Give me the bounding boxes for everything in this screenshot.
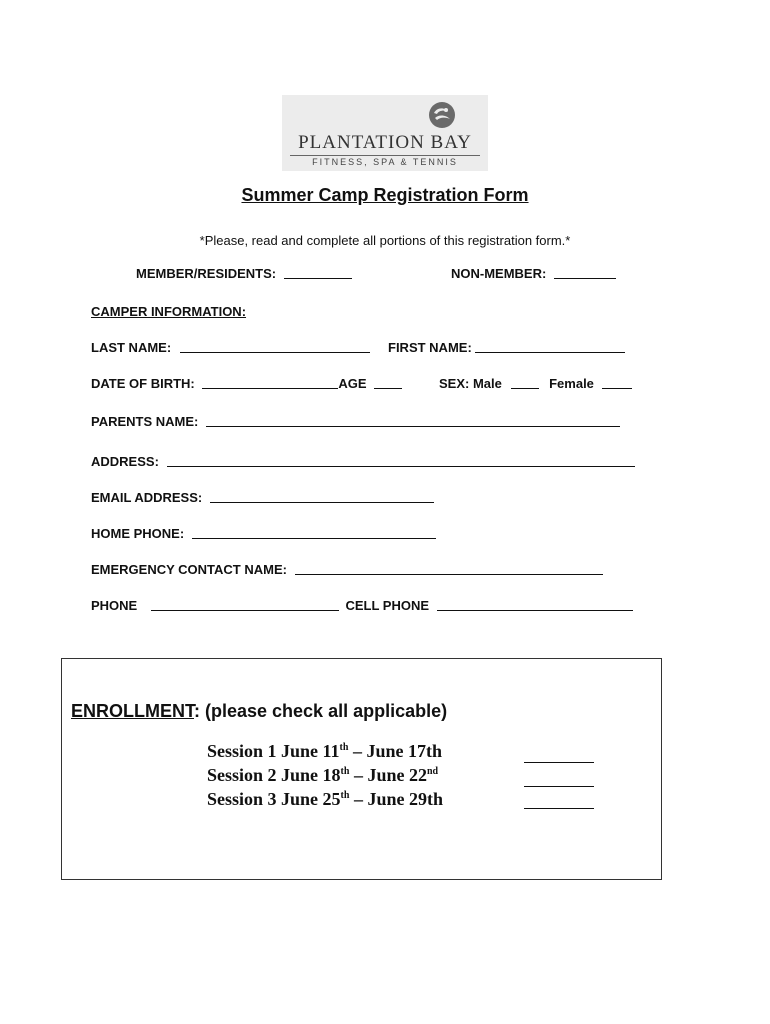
plantation-bay-logo bbox=[282, 95, 488, 171]
home-phone-label: HOME PHONE: bbox=[91, 526, 185, 541]
enrollment-heading bbox=[71, 701, 447, 722]
session-3 bbox=[207, 789, 443, 810]
session-2 bbox=[207, 765, 438, 786]
session-2-blank[interactable] bbox=[524, 786, 594, 787]
session-2-end: – June 22 bbox=[349, 765, 427, 785]
cell-phone-label: CELL PHONE bbox=[345, 598, 430, 613]
last-name-blank[interactable] bbox=[180, 341, 370, 353]
home-phone-row bbox=[91, 526, 436, 541]
session-1-label: Session 1 June 11 bbox=[207, 741, 340, 761]
logo-swirl-icon bbox=[428, 101, 456, 129]
member-residents-label: MEMBER/RESIDENTS: bbox=[136, 266, 277, 281]
form-instruction: *Please, read and complete all portions of this registration form.* bbox=[199, 233, 571, 248]
camper-information-heading: CAMPER INFORMATION: bbox=[91, 304, 247, 319]
email-blank[interactable] bbox=[210, 491, 434, 503]
address-label: ADDRESS: bbox=[91, 454, 159, 469]
sex-male-blank[interactable] bbox=[511, 377, 539, 389]
parents-name-blank[interactable] bbox=[206, 415, 620, 427]
non-member-blank[interactable] bbox=[554, 267, 616, 279]
first-name-blank[interactable] bbox=[475, 341, 625, 353]
sex-male-label: SEX: Male bbox=[439, 376, 502, 391]
phone-label: PHONE bbox=[91, 598, 138, 613]
last-name-row bbox=[91, 340, 370, 355]
parents-name-label: PARENTS NAME: bbox=[91, 414, 199, 429]
emergency-contact-row bbox=[91, 562, 603, 577]
session-2-sup1: th bbox=[340, 766, 350, 777]
session-3-blank[interactable] bbox=[524, 808, 594, 809]
female-blank[interactable] bbox=[602, 377, 632, 389]
session-3-end: – June 29th bbox=[349, 789, 443, 809]
emergency-contact-blank[interactable] bbox=[295, 563, 603, 575]
logo-name: PLANTATION BAY bbox=[298, 132, 472, 153]
session-1-blank[interactable] bbox=[524, 762, 594, 763]
parents-name-row bbox=[91, 414, 620, 429]
session-3-sup1: th bbox=[340, 790, 350, 801]
email-label: EMAIL ADDRESS: bbox=[91, 490, 203, 505]
female-label: Female bbox=[549, 376, 594, 391]
dob-blank[interactable] bbox=[202, 377, 338, 389]
non-member-row bbox=[451, 266, 616, 281]
first-name-row bbox=[388, 340, 625, 355]
address-row bbox=[91, 454, 635, 469]
enrollment-heading-note: : (please check all applicable) bbox=[194, 701, 448, 721]
form-title: Summer Camp Registration Form bbox=[241, 185, 529, 205]
session-1-sup1: th bbox=[339, 742, 349, 753]
cell-phone-blank[interactable] bbox=[437, 599, 633, 611]
age-blank[interactable] bbox=[374, 377, 402, 389]
session-2-label: Session 2 June 18 bbox=[207, 765, 341, 785]
age-label: AGE bbox=[338, 376, 367, 391]
enrollment-heading-word: ENROLLMENT bbox=[71, 701, 194, 721]
dob-label: DATE OF BIRTH: bbox=[91, 376, 195, 391]
address-blank[interactable] bbox=[167, 455, 635, 467]
enrollment-box bbox=[61, 658, 662, 880]
phone-row bbox=[91, 598, 633, 613]
last-name-label: LAST NAME: bbox=[91, 340, 172, 355]
session-1 bbox=[207, 741, 442, 762]
non-member-label: NON-MEMBER: bbox=[451, 266, 547, 281]
dob-row bbox=[91, 376, 402, 391]
email-row bbox=[91, 490, 434, 505]
logo-divider bbox=[290, 155, 480, 156]
emergency-contact-label: EMERGENCY CONTACT NAME: bbox=[91, 562, 287, 577]
logo-tagline: FITNESS, SPA & TENNIS bbox=[312, 157, 458, 167]
home-phone-blank[interactable] bbox=[192, 527, 436, 539]
session-1-end: – June 17th bbox=[348, 741, 442, 761]
session-2-sup2: nd bbox=[426, 766, 439, 777]
sex-row bbox=[439, 376, 632, 391]
first-name-label: FIRST NAME: bbox=[388, 340, 472, 355]
member-residents-row bbox=[136, 266, 352, 281]
member-residents-blank[interactable] bbox=[284, 267, 352, 279]
phone-blank[interactable] bbox=[151, 599, 339, 611]
session-3-label: Session 3 June 25 bbox=[207, 789, 341, 809]
